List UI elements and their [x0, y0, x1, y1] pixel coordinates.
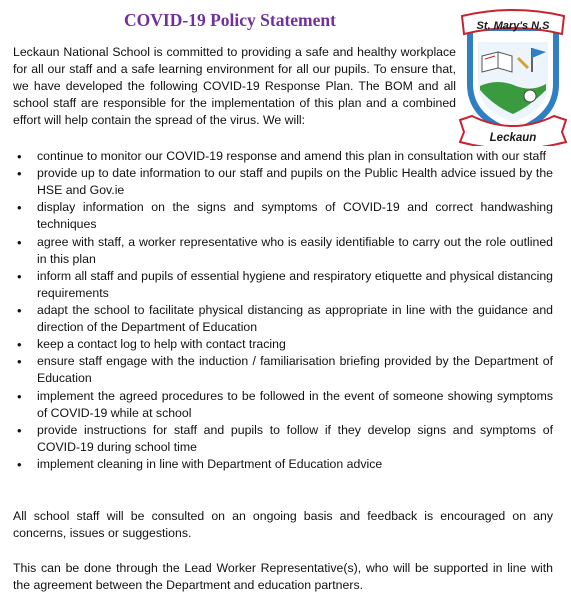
list-item: • adapt the school to facilitate physical distancing as appropriate in line with the guidance and direction of the Department of Education: [13, 302, 553, 336]
school-crest: [458, 6, 568, 146]
list-item: • display information on the signs and symptoms of COVID-19 and correct handwashing techniques: [13, 199, 553, 233]
list-item: • keep a contact log to help with contact tracing: [13, 336, 553, 353]
crest-top-text: St. Mary's N.S: [476, 20, 550, 32]
school-crest-icon: [458, 6, 568, 146]
representative-paragraph: This can be done through the Lead Worker Representative(s), who will be supported in line with the agreement between the Department and education partners.: [13, 561, 553, 592]
list-item: • implement cleaning in line with Department of Education advice: [13, 456, 553, 473]
crest-bottom-text: Leckaun: [489, 132, 537, 144]
page-title: COVID-19 Policy Statement: [124, 10, 336, 30]
commitments-list: [13, 148, 553, 473]
list-item: • implement the agreed procedures to be followed in the event of someone showing symptoms of COVID-19 while at school: [13, 388, 553, 422]
intro-paragraph: Leckaun National School is committed to providing a safe and healthy workplace for all our staff and a safe learning environment for all our pupils. To ensure that, we have developed the following COVID-19 Response Plan. The BOM and all school staff are responsible for the implementation of this plan and a combined effort will help contain the spread of the virus. We will:: [13, 45, 456, 127]
list-item: • agree with staff, a worker representative who is easily identifiable to carry out the role outlined in this plan: [13, 234, 553, 268]
list-item: • inform all staff and pupils of essential hygiene and respiratory etiquette and physical distancing requirements: [13, 268, 553, 302]
consultation-paragraph: All school staff will be consulted on an ongoing basis and feedback is encouraged on any concerns, issues or suggestions.: [13, 509, 553, 540]
list-item: • provide instructions for staff and pupils to follow if they develop signs and symptoms of COVID-19 during school time: [13, 422, 553, 456]
list-item: • provide up to date information to our staff and pupils on the Public Health advice issued by the HSE and Gov.ie: [13, 165, 553, 199]
list-item: • continue to monitor our COVID-19 response and amend this plan in consultation with our staff: [13, 148, 553, 165]
list-item: • ensure staff engage with the induction / familiarisation briefing provided by the Department of Education: [13, 353, 553, 387]
